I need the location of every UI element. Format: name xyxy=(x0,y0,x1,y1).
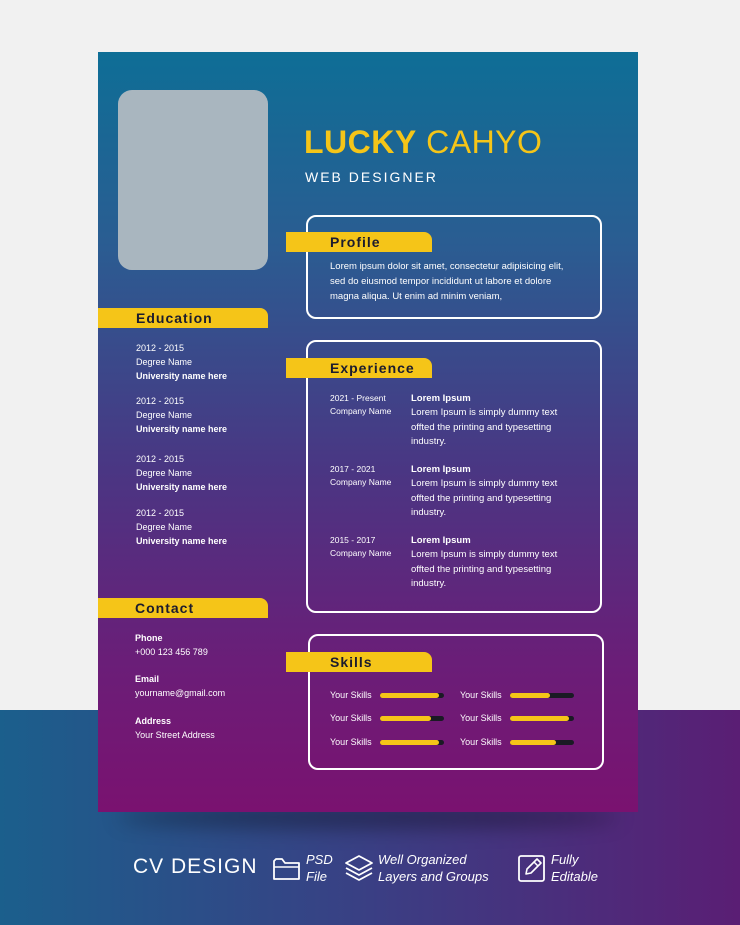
experience-meta xyxy=(330,392,410,418)
skill-bar xyxy=(380,740,444,745)
education-item xyxy=(136,394,286,436)
person-name xyxy=(304,124,542,161)
skill-label: Your Skills xyxy=(460,713,502,723)
address-label: Address xyxy=(135,716,172,726)
feature-line1: PSD xyxy=(306,852,333,867)
contact-heading-text: Contact xyxy=(135,600,195,616)
education-years: 2012 - 2015 xyxy=(136,343,185,353)
photo-placeholder xyxy=(118,90,268,270)
address-value: Your Street Address xyxy=(135,730,215,740)
experience-text: Lorem Ipsum is simply dummy text offted the printing and typesetting industry. xyxy=(411,407,558,447)
education-heading xyxy=(98,308,268,328)
phone-label: Phone xyxy=(135,633,163,643)
experience-heading xyxy=(286,358,432,378)
skill-bar xyxy=(380,693,444,698)
skill-bar-fill xyxy=(380,740,439,745)
skill-label: Your Skills xyxy=(460,737,502,747)
experience-years: 2021 - Present xyxy=(330,393,386,403)
skill-item xyxy=(330,737,444,747)
layers-icon xyxy=(344,853,374,883)
skill-bar-fill xyxy=(380,716,431,721)
skill-item xyxy=(460,737,574,747)
experience-company: Company Name xyxy=(330,406,392,416)
experience-text: Lorem Ipsum is simply dummy text offted the printing and typesetting industry. xyxy=(411,478,558,518)
skill-bar xyxy=(510,693,574,698)
skill-item xyxy=(330,690,444,700)
experience-detail xyxy=(411,534,581,592)
profile-heading-text: Profile xyxy=(330,234,381,250)
experience-meta xyxy=(330,463,410,489)
experience-detail xyxy=(411,463,581,521)
feature-line2: File xyxy=(306,869,327,884)
skill-bar-fill xyxy=(510,693,550,698)
skill-label: Your Skills xyxy=(330,690,372,700)
experience-detail xyxy=(411,392,581,450)
education-school: University name here xyxy=(136,482,228,492)
skill-bar-fill xyxy=(510,740,556,745)
profile-heading xyxy=(286,232,432,252)
last-name: CAHYO xyxy=(426,124,543,160)
job-title: WEB DESIGNER xyxy=(305,169,438,185)
email-value[interactable]: yourname@gmail.com xyxy=(135,688,226,698)
skill-item xyxy=(460,690,574,700)
skills-heading-text: Skills xyxy=(330,654,373,670)
feature-psd xyxy=(272,851,333,885)
skill-bar xyxy=(510,740,574,745)
education-degree: Degree Name xyxy=(136,357,193,367)
experience-role: Lorem Ipsum xyxy=(411,464,471,475)
phone-value: +000 123 456 789 xyxy=(135,647,208,657)
feature-line2: Layers and Groups xyxy=(378,869,489,884)
education-years: 2012 - 2015 xyxy=(136,508,185,518)
experience-company: Company Name xyxy=(330,477,392,487)
experience-role: Lorem Ipsum xyxy=(411,393,471,404)
experience-role: Lorem Ipsum xyxy=(411,535,471,546)
education-school: University name here xyxy=(136,536,228,546)
contact-phone xyxy=(135,631,285,659)
experience-years: 2017 - 2021 xyxy=(330,464,376,474)
skill-item xyxy=(330,713,444,723)
skill-item xyxy=(460,713,574,723)
feature-line1: Fully xyxy=(551,852,579,867)
email-label: Email xyxy=(135,674,160,684)
skill-label: Your Skills xyxy=(460,690,502,700)
feature-layers xyxy=(344,851,489,885)
skills-heading xyxy=(286,652,432,672)
skill-bar-fill xyxy=(510,716,569,721)
education-school: University name here xyxy=(136,424,228,434)
skill-bar-fill xyxy=(380,693,439,698)
education-years: 2012 - 2015 xyxy=(136,454,185,464)
profile-text: Lorem ipsum dolor sit amet, consectetur adipisicing elit, sed do eiusmod tempor incididunt ut labore et dolore magna aliqua. Ut enim ad minim veniam, xyxy=(330,261,564,302)
feature-editable xyxy=(517,851,598,885)
skill-bar xyxy=(510,716,574,721)
feature-line2: Editable xyxy=(551,869,598,884)
education-heading-text: Education xyxy=(136,310,213,326)
contact-email xyxy=(135,672,285,700)
skill-label: Your Skills xyxy=(330,713,372,723)
experience-years: 2015 - 2017 xyxy=(330,535,376,545)
experience-meta xyxy=(330,534,410,560)
cv-page xyxy=(98,52,638,812)
education-years: 2012 - 2015 xyxy=(136,396,185,406)
education-item xyxy=(136,341,286,383)
feature-line1: Well Organized xyxy=(378,852,467,867)
education-degree: Degree Name xyxy=(136,410,193,420)
education-item xyxy=(136,506,286,548)
experience-company: Company Name xyxy=(330,548,392,558)
education-item xyxy=(136,452,286,494)
education-degree: Degree Name xyxy=(136,522,193,532)
footer-title: CV DESIGN xyxy=(133,855,258,878)
contact-heading xyxy=(98,598,268,618)
experience-heading-text: Experience xyxy=(330,360,415,376)
folder-icon xyxy=(272,853,302,883)
edit-icon xyxy=(517,853,547,883)
education-school: University name here xyxy=(136,371,228,381)
contact-address xyxy=(135,714,285,742)
education-degree: Degree Name xyxy=(136,468,193,478)
skill-bar xyxy=(380,716,444,721)
skill-label: Your Skills xyxy=(330,737,372,747)
experience-text: Lorem Ipsum is simply dummy text offted the printing and typesetting industry. xyxy=(411,549,558,589)
first-name: LUCKY xyxy=(304,124,417,160)
